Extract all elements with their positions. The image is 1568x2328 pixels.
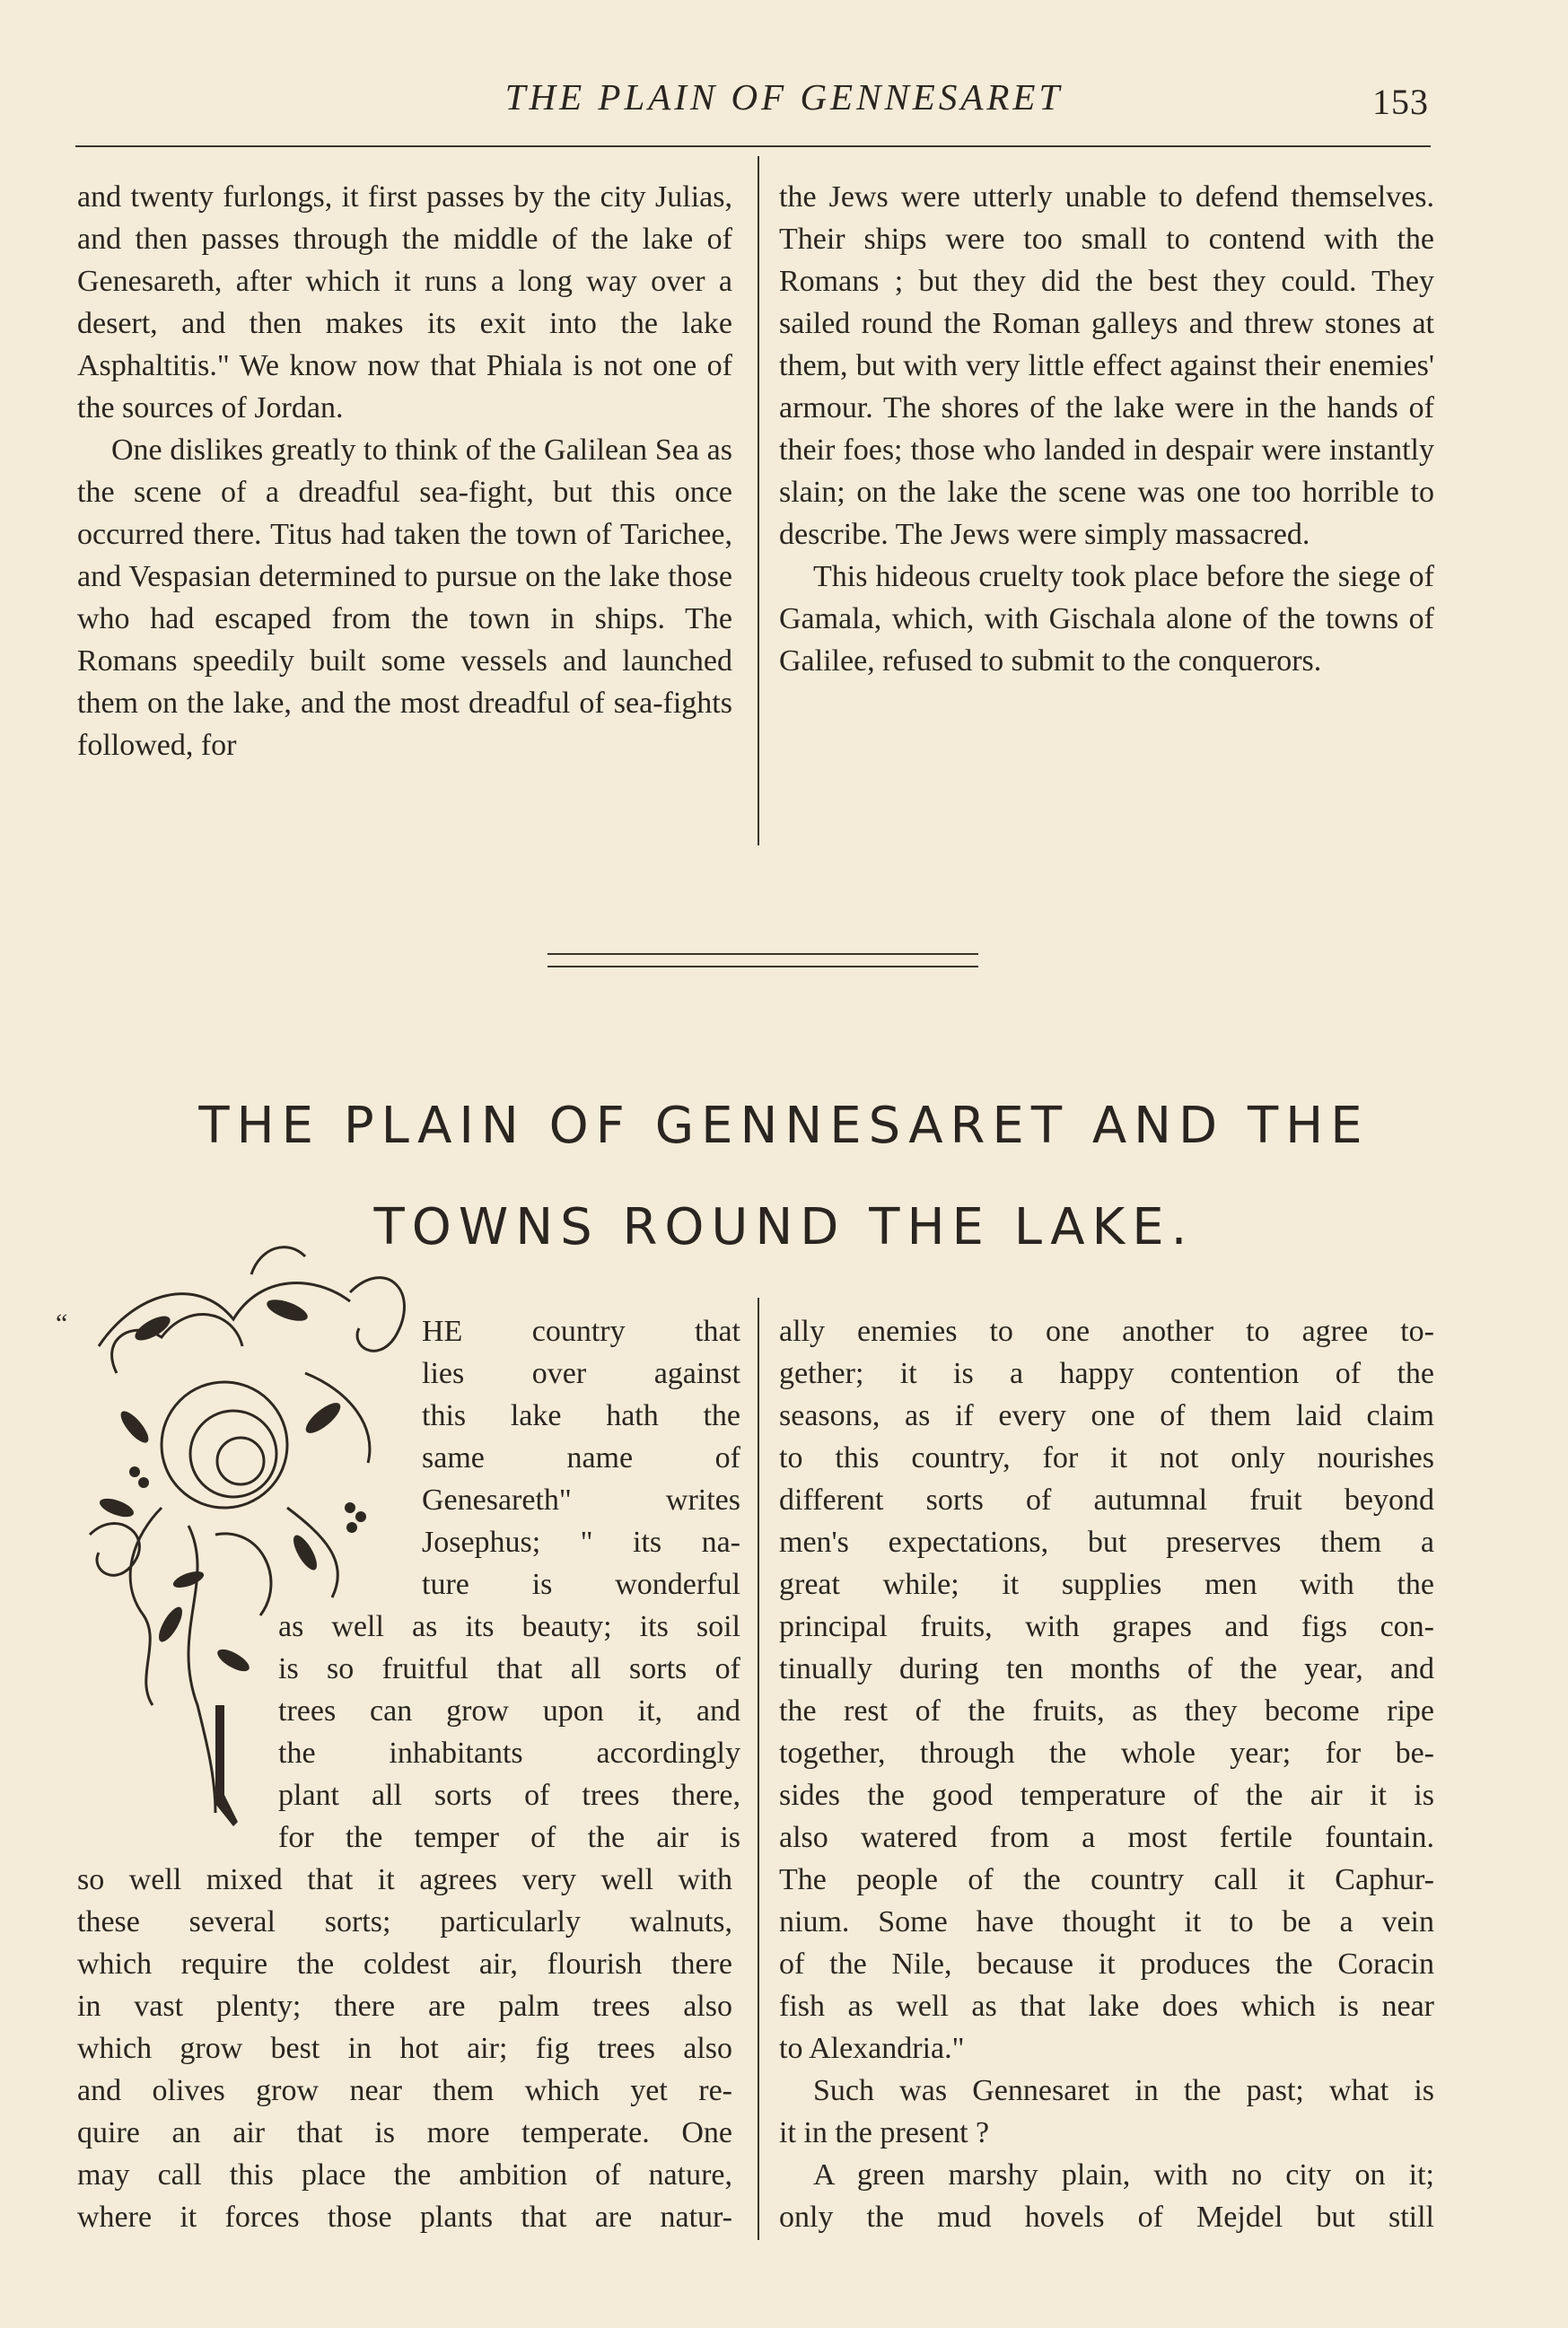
text-line: so well mixed that it agrees very well with [77, 1863, 732, 1896]
text-line: as well as its beauty; its soil [278, 1610, 740, 1643]
text-line: which grow best in hot air; fig trees also [77, 2032, 732, 2065]
text-line: sides the good temperature of the air it is [779, 1779, 1434, 1812]
text-line: in vast plenty; there are palm trees also [77, 1990, 732, 2023]
text-line: nium. Some have thought it to be a vein [779, 1905, 1434, 1939]
text-line: trees can grow upon it, and [278, 1694, 740, 1728]
text-line: HE country that [422, 1315, 740, 1348]
text-line: is so fruitful that all sorts of [278, 1652, 740, 1685]
text-line: the inhabitants accordingly [278, 1737, 740, 1770]
text-line: Such was Gennesaret in the past; what is [813, 2074, 1434, 2107]
text-line: different sorts of autumnal fruit beyond [779, 1483, 1434, 1517]
chapter-title-line-2: TOWNS ROUND THE LAKE. [373, 1198, 1195, 1256]
top-left-column [77, 176, 732, 766]
text-line: seasons, as if every one of them laid claim [779, 1399, 1434, 1432]
opening-quote: “ [56, 1308, 68, 1338]
text-line: for the temper of the air is [278, 1821, 740, 1854]
text-line: may call this place the ambition of nature, [77, 2158, 732, 2192]
section-divider [547, 953, 978, 967]
text-line: gether; it is a happy contention of the [779, 1357, 1434, 1390]
text-line: ture is wonderful [422, 1568, 740, 1601]
text-line: to Alexandria." [779, 2032, 965, 2065]
top-right-column [779, 176, 1434, 682]
text-line: The people of the country call it Caphur- [779, 1863, 1434, 1896]
text-line: which require the coldest air, flourish there [77, 1947, 732, 1981]
column-divider-top [758, 156, 759, 845]
paragraph: One dislikes greatly to think of the Galilean Sea as the scene of a dreadful sea-fight, but this once occurred there. Titus had taken the town of Tarichee, and Vespasian determined to pursue on the lake those who had escaped from the town in ships. The Romans speedily built some vessels and launched them on the lake, and the most dreadful of sea-fights followed, for [77, 433, 732, 762]
bottom-right-column [779, 1310, 1434, 2238]
text-line: these several sorts; particularly walnuts, [77, 1905, 732, 1939]
under-cap-text [278, 1606, 740, 1859]
paragraph: This hideous cruelty took place before the siege of Gamala, which, with Gischala alone of the towns of Galilee, refused to submit to the conquerors. [779, 560, 1434, 678]
text-line: Josephus; " its na- [422, 1526, 740, 1559]
text-line: where it forces those plants that are natur- [77, 2201, 732, 2234]
text-line: tinually during ten months of the year, and [779, 1652, 1434, 1685]
bottom-left-column [77, 1859, 732, 2238]
text-line: this lake hath the [422, 1399, 740, 1432]
text-line: together, through the whole year; for be- [779, 1737, 1434, 1770]
column-divider-bottom [758, 1298, 759, 2240]
text-line: A green marshy plain, with no city on it; [813, 2158, 1434, 2192]
text-line: of the Nile, because it produces the Coracin [779, 1947, 1434, 1981]
text-line: lies over against [422, 1357, 740, 1390]
page-number: 153 [1372, 82, 1429, 122]
text-line: the rest of the fruits, as they become ripe [779, 1694, 1434, 1728]
text-line: to this country, for it not only nourishes [779, 1441, 1434, 1475]
text-line: Genesareth" writes [422, 1483, 740, 1517]
text-line: fish as well as that lake does which is near [779, 1990, 1434, 2023]
paragraph: the Jews were utterly unable to defend themselves. Their ships were too small to contend with the Romans ; but they did the best they could. They sailed round the Roman galleys and threw stones at them, but with very little effect against their enemies' armour. The shores of the lake were in the hands of their foes; those who landed in despair were instantly slain; on the lake the scene was one too horrible to describe. The Jews were simply massacred. [779, 180, 1434, 551]
text-line: it in the present ? [779, 2116, 990, 2149]
drop-cap-side-text [422, 1310, 740, 1606]
text-line: same name of [422, 1441, 740, 1475]
running-title: THE PLAIN OF GENNESARET [504, 76, 1064, 118]
header-rule [75, 145, 1431, 147]
text-line: plant all sorts of trees there, [278, 1779, 740, 1812]
text-line: principal fruits, with grapes and figs con- [779, 1610, 1434, 1643]
text-line: only the mud hovels of Mejdel but still [779, 2201, 1434, 2234]
text-line: great while; it supplies men with the [779, 1568, 1434, 1601]
running-head [0, 75, 1568, 129]
text-line: quire an air that is more temperate. One [77, 2116, 732, 2149]
text-line: ally enemies to one another to agree to- [779, 1315, 1434, 1348]
text-line: men's expectations, but preserves them a [779, 1526, 1434, 1559]
paragraph: and twenty furlongs, it first passes by the city Julias, and then passes through the middle of the lake of Genesareth, after which it runs a long way over a desert, and then makes its exit into the lake Asphaltitis." We know now that Phiala is not one of the sources of Jordan. [77, 180, 732, 424]
chapter-title-line-1: THE PLAIN OF GENNESARET AND THE [198, 1097, 1370, 1155]
text-line: and olives grow near them which yet re- [77, 2074, 732, 2107]
text-line: also watered from a most fertile fountain. [779, 1821, 1434, 1854]
